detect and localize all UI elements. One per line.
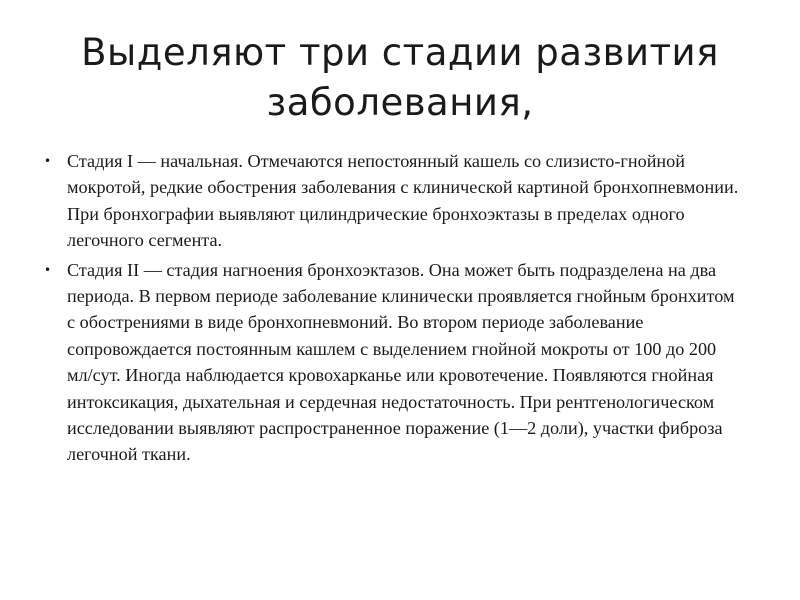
bullet-item-stage-2: [40, 257, 740, 468]
bullet-dot-icon: •: [44, 262, 52, 277]
bullet-text: Стадия I — начальная. Отмечаются непостоянный кашель со слизисто-гнойной мокротой, редкие обострения заболевания с клинической картиной бронхопневмонии. При бронхографии выявляют цилиндрические бронхоэктазы в пределах одного легочного сегмента.: [67, 151, 739, 251]
bullet-item-stage-1: [40, 148, 740, 254]
slide-title: Выделяют три стадии развития заболевания,: [81, 31, 719, 124]
bullet-dot-icon: •: [44, 154, 52, 168]
bullet-list: [40, 148, 740, 471]
bullet-text: Стадия II — стадия нагноения бронхоэктазов. Она может быть подразделена на два периода. В первом периоде заболевание клинически проявляется гнойным бронхитом с обострениями в виде бронхопневмоний. Во втором периоде заболевание сопровождается постоянным кашлем с выделением гнойной мокроты от 100 до 200 мл/сут. Иногда наблюдается кровохарканье или кровотечение. Появляются гнойная интоксикация, дыхательная и сердечная недостаточность. При рентгенологическом исследовании выявляют распространенное поражение (1—2 доли), участки фиброза легочной ткани.: [67, 259, 735, 465]
